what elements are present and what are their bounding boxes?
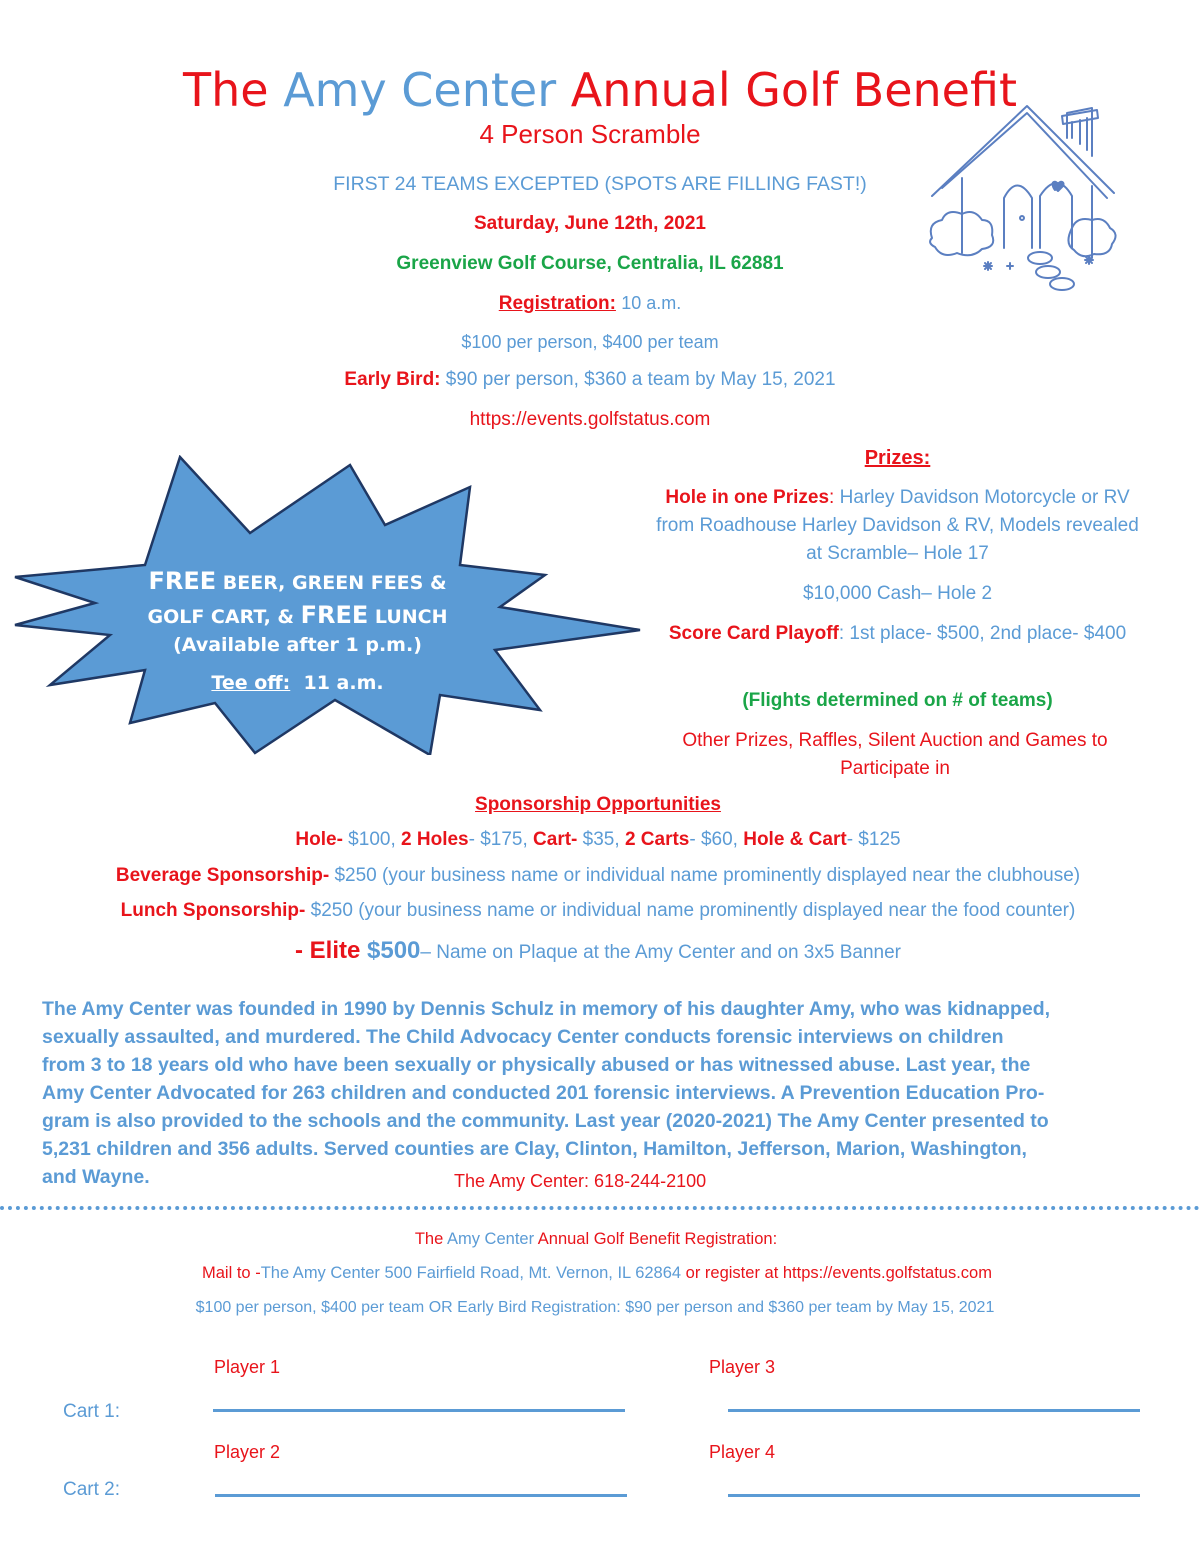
form-title-part-3: Annual Golf Benefit Registration: <box>537 1230 778 1248</box>
starburst-line-1 <box>100 567 495 597</box>
elite-price: $500 <box>360 937 421 964</box>
beverage-label: Beverage Sponsorship- <box>115 865 330 886</box>
about-line-4: Amy Center Advocated for 263 children and conducted 201 forensic interviews. A Prevention Education Pro- <box>42 1082 1045 1104</box>
starburst-line-3: (Available after 1 p.m.) <box>173 634 422 656</box>
teams-note: FIRST 24 TEAMS EXCEPTED (SPOTS ARE FILLING FAST!) <box>333 173 867 195</box>
score-card-label: Score Card Playoff <box>668 623 839 644</box>
sponsorship-hole-cart-line <box>0 828 1198 852</box>
player-4-label: Player 4 <box>709 1442 776 1462</box>
player-2-label: Player 2 <box>214 1442 281 1462</box>
event-location: Greenview Golf Course, Centralia, IL 62881 <box>396 253 784 274</box>
lunch-sponsorship <box>0 899 1198 923</box>
phone-number: The Amy Center: 618-244-2100 <box>454 1171 707 1191</box>
cash-prize: $10,000 Cash– Hole 2 <box>802 583 993 604</box>
starburst-line-1-text: BEER, GREEN FEES & <box>216 572 447 594</box>
hole-price: $100, <box>342 829 402 850</box>
about-line-5: gram is also provided to the schools and the community. Last year (2020-2021) The Amy Center presented to <box>42 1110 1049 1132</box>
player-1-field[interactable] <box>213 1409 625 1412</box>
mail-address: The Amy Center 500 Fairfield Road, Mt. Vernon, IL 62864 <box>260 1264 682 1282</box>
cart-1-label: Cart 1: <box>63 1401 121 1422</box>
subtitle: 4 Person Scramble <box>479 119 701 149</box>
elite-text: – Name on Plaque at the Amy Center and on 3x5 Banner <box>420 942 901 963</box>
early-bird-line <box>0 368 1190 392</box>
about-line-7: and Wayne. <box>42 1166 150 1188</box>
elite-dash: - <box>294 937 310 964</box>
player-1-label: Player 1 <box>214 1357 281 1377</box>
about-line-6: 5,231 children and 356 adults. Served counties are Clay, Clinton, Hamilton, Jefferson, Marion, Washington, <box>42 1138 1027 1160</box>
form-prices: $100 per person, $400 per team OR Early Bird Registration: $90 per person and $360 per team by May 15, 2021 <box>195 1299 995 1316</box>
beverage-text: $250 (your business name or individual name prominently displayed near the clubhouse) <box>329 865 1081 886</box>
price-line: $100 per person, $400 per team <box>461 332 719 352</box>
about-paragraph <box>42 995 1167 1191</box>
about-line-2: sexually assaulted, and murdered. The Child Advocacy Center conducts forensic interviews on children <box>42 1026 1004 1048</box>
free-beer-label: FREE <box>148 567 217 595</box>
hole-in-one-label: Hole in one Prizes <box>665 487 830 508</box>
tee-off-line <box>100 669 495 697</box>
elite-sponsorship <box>0 934 1198 970</box>
starburst-callout <box>0 455 650 755</box>
form-title-part-2: Amy Center <box>446 1230 535 1248</box>
score-card-text: : 1st place- $500, 2nd place- $400 <box>838 623 1127 644</box>
tee-off-time: 11 a.m. <box>290 672 384 694</box>
form-title-part-1: The <box>414 1230 444 1248</box>
beverage-sponsorship <box>0 864 1198 888</box>
hole-in-one-colon: : <box>829 487 835 508</box>
two-carts-price: - $60, <box>689 829 744 850</box>
elite-label: Elite <box>309 937 361 964</box>
other-prizes: Other Prizes, Raffles, Silent Auction and Games to Participate in <box>682 730 1108 779</box>
tee-off-label: Tee off: <box>211 672 291 694</box>
player-2-field[interactable] <box>215 1494 627 1497</box>
two-carts-label: 2 Carts <box>624 829 690 850</box>
about-line-3: from 3 to 18 years old who have been sexually or physically abused or has witnessed abuse. Last year, the <box>42 1054 1031 1076</box>
two-holes-price: - $175, <box>468 829 534 850</box>
mail-part-1: Mail to - <box>202 1264 261 1282</box>
cart-2-label: Cart 2: <box>63 1479 121 1500</box>
registration-time: 10 a.m. <box>621 293 682 313</box>
title-part-1: The <box>183 63 269 117</box>
form-title <box>0 1228 1196 1250</box>
sponsorship-heading: Sponsorship Opportunities <box>475 794 721 815</box>
house-logo-icon <box>922 98 1122 298</box>
title-part-3: Annual Golf Benefit <box>570 63 1017 117</box>
score-card-prize <box>650 620 1145 648</box>
flights-note: (Flights determined on # of teams) <box>742 690 1053 711</box>
starburst-line-2-a: GOLF CART, & <box>147 606 301 628</box>
hole-cart-label: Hole & Cart <box>743 829 847 850</box>
event-url[interactable]: https://events.golfstatus.com <box>469 409 711 430</box>
starburst-line-2 <box>100 601 495 631</box>
early-bird-label: Early Bird: <box>344 369 441 390</box>
about-line-1: The Amy Center was founded in 1990 by Dennis Schulz in memory of his daughter Amy, who was kidnapped, <box>42 998 1051 1020</box>
hole-in-one-text: Harley Davidson Motorcycle or RV from Roadhouse Harley Davidson & RV, Models revealed at Scramble– Hole 17 <box>656 487 1139 564</box>
starburst-line-2-b: LUNCH <box>368 606 448 628</box>
hole-cart-price: - $125 <box>846 829 901 850</box>
cart-label: Cart- <box>533 829 578 850</box>
two-holes-label: 2 Holes <box>401 829 469 850</box>
title-part-2: Amy Center <box>283 63 557 117</box>
mail-instructions <box>0 1262 1197 1284</box>
hole-in-one-prize <box>650 484 1145 568</box>
early-bird-text: $90 per person, $360 a team by May 15, 2021 <box>445 369 836 390</box>
registration-label: Registration: <box>498 293 616 314</box>
cart-price: $35, <box>577 829 625 850</box>
lunch-label: Lunch Sponsorship- <box>120 900 306 921</box>
prizes-heading: Prizes: <box>864 447 931 469</box>
hole-label: Hole- <box>295 829 343 850</box>
event-date: Saturday, June 12th, 2021 <box>474 213 706 234</box>
mail-part-3: or register at https://events.golfstatus.com <box>681 1264 992 1282</box>
player-3-label: Player 3 <box>709 1357 776 1377</box>
lunch-text: $250 (your business name or individual name prominently displayed near the food counter) <box>305 900 1076 921</box>
free-lunch-label: FREE <box>300 601 369 629</box>
player-4-field[interactable] <box>728 1494 1140 1497</box>
cut-line-divider <box>0 1206 1200 1210</box>
player-3-field[interactable] <box>728 1409 1140 1412</box>
